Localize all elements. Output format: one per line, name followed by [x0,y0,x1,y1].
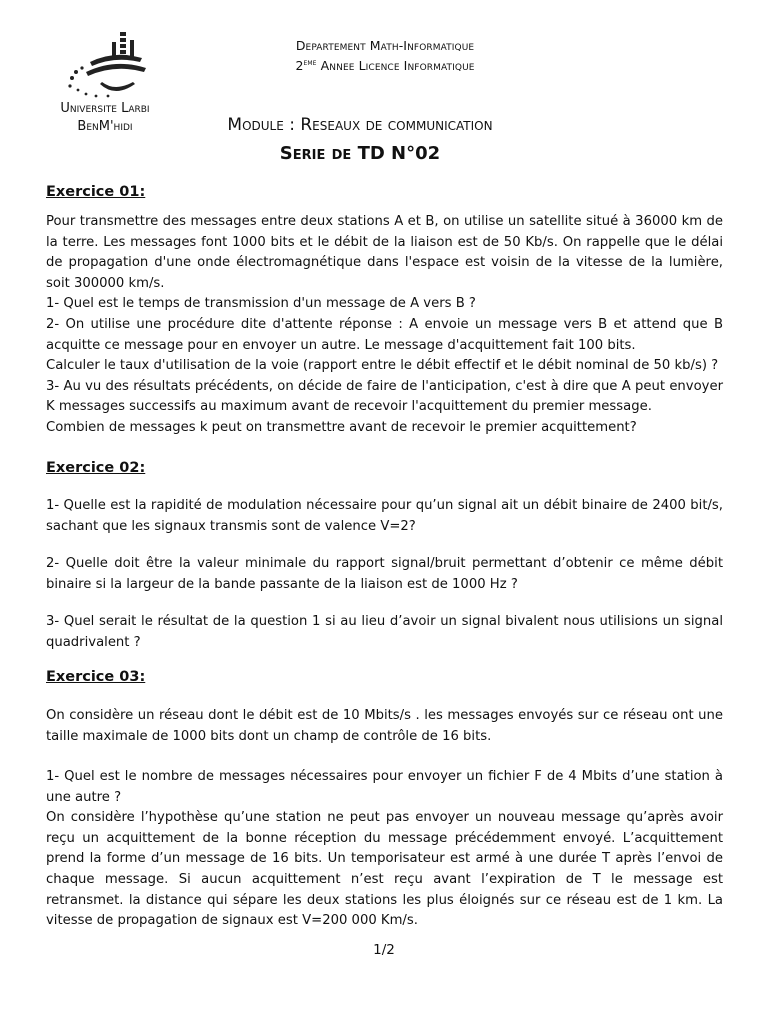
department-name: Departement Math-Informatique [295,38,475,53]
page-number: 1/2 [373,942,395,958]
university-name [50,100,160,136]
exercise-1-paragraph: Pour transmettre des messages entre deux stations A et B, on utilise un satellite situé à 36000 km de la terre. Les messages font 1000 bits et le débit de la liaison est de 50 Kb/s. On rappelle que le délai de propagation d'une onde électromagnétique dans l'espace est voisin de la vitesse de la lumière, soit 300000 km/s. 1- Quel est le temps de transmission d'un message de A vers B ? 2- On utilise une procédure dite d'attente réponse : A envoie un message vers B et attend que B acquitte ce message pour en envoyer un autre. Le message d'acquittement fait 100 bits. Calculer le taux d'utilisation de la voie (rapport entre le débit effectif et le débit nominal de 50 kb/s) ? 3- Au vu des résultats précédents, on décide de faire de l'anticipation, c'est à dire que A peut envoyer K messages successifs au maximum avant de recevoir l'acquittement du premier message. Combien de messages k peut on transmettre avant de recevoir le premier acquittement? [46,214,723,435]
exercise-3-q1: 1- Quel est le nombre de messages nécessaires pour envoyer un fichier F de 4 Mbits d’une station à une autre ? On considère l’hypothèse qu’une station ne peut pas envoyer un nouveau message qu’après avoir reçu un acquittement de la bonne réception du message précédemment envoyé. L’acquittement prend la forme d’un message de 16 bits. Un temporisateur est armé à une durée T après l’envoi de chaque message. Si aucun acquittement n’est reçu avant l’expiration de T le message est retransmet. la distance qui sépare les deux stations les plus éloignés sur ce réseau est de 1 km. La vitesse de propagation de signaux est V=200 000 Km/s. [46,769,723,929]
module-title: Module : Reseaux de communication [227,115,493,135]
university-name-line2: BenM'hidi [77,119,133,134]
exercise-1-title: Exercice 01: [46,184,146,200]
exercise-1-text [46,212,723,439]
university-logo-icon [60,28,150,100]
exercise-2-q1: 1- Quelle est la rapidité de modulation nécessaire pour qu’un signal ait un débit binaire de 2400 bit/s, sachant que les signaux transmis sont de valence V=2? [46,498,723,534]
exercise-2-q2: 2- Quelle doit être la valeur minimale du rapport signal/bruit permettant d’obtenir ce même débit binaire si la largeur de la bande passante de la liaison est de 1000 Hz ? [46,556,723,592]
serie-title: Serie de TD N°02 [279,143,441,164]
year-level [220,58,550,73]
exercise-2-q3: 3- Quel serait le résultat de la question 1 si au lieu d’avoir un signal bivalent nous utilisions un signal quadrivalent ? [46,614,723,650]
year-superscript: eme [303,58,317,67]
year-label: Annee Licence Informatique [316,58,475,74]
year-number: 2 [295,58,304,74]
exercise-3-intro: On considère un réseau dont le débit est de 10 Mbits/s . les messages envoyés sur ce réseau ont une taille maximale de 1000 bits dont un champ de contrôle de 16 bits. [46,708,723,744]
exercise-3-title: Exercice 03: [46,669,146,685]
exercise-2-title: Exercice 02: [46,460,146,476]
university-name-line1: Universite Larbi [60,101,150,116]
